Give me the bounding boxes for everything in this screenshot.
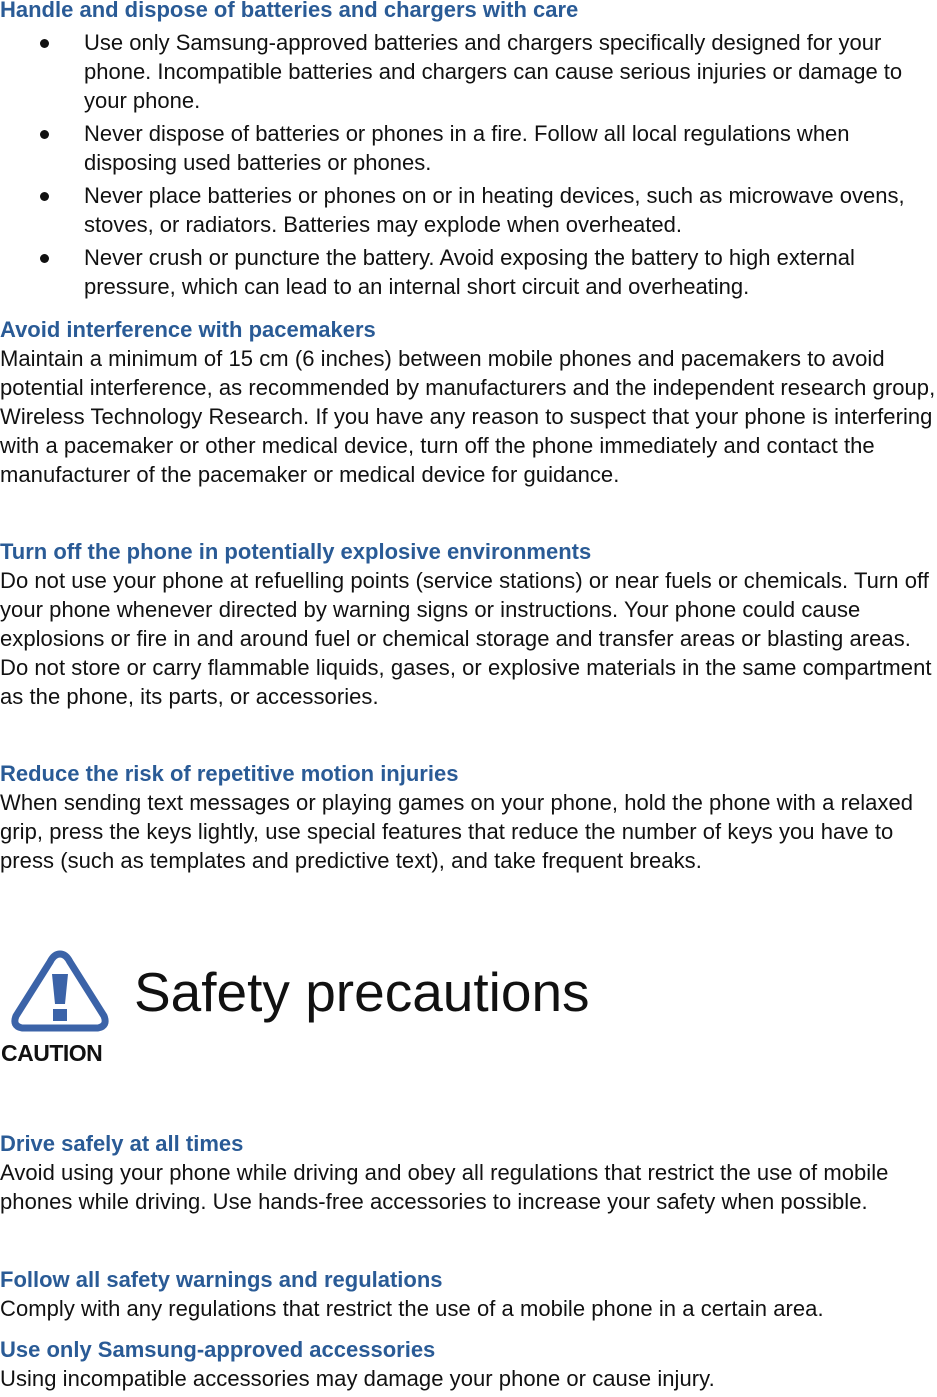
section-body: When sending text messages or playing games on your phone, hold the phone with a relaxed grip, press the keys lightly, use special features that reduce the number of keys you have to press (such as templates and predictive text), and take frequent breaks.	[0, 790, 914, 873]
section-heading: Avoid interference with pacemakers	[0, 317, 376, 342]
caution-header	[0, 946, 937, 1086]
bullet-icon	[40, 254, 49, 263]
section-batteries	[0, 0, 937, 305]
bullet-text: Never place batteries or phones on or in heating devices, such as microwave ovens, stoves, or radiators. Batteries may explode when overheated.	[84, 183, 905, 237]
list-item	[0, 243, 937, 301]
section-repetitive-motion	[0, 760, 937, 875]
bullet-icon	[40, 192, 49, 201]
section-heading: Reduce the risk of repetitive motion injuries	[0, 761, 459, 786]
section-heading: Handle and dispose of batteries and chargers with care	[0, 0, 579, 22]
bullet-text: Never crush or puncture the battery. Avoid exposing the battery to high external pressure, which can lead to an internal short circuit and overheating.	[84, 245, 855, 299]
section-accessories	[0, 1336, 937, 1393]
section-heading: Use only Samsung-approved accessories	[0, 1337, 436, 1362]
bullet-text: Never dispose of batteries or phones in a fire. Follow all local regulations when disposing used batteries or phones.	[84, 121, 850, 175]
bullet-icon	[40, 130, 49, 139]
section-heading: Follow all safety warnings and regulations	[0, 1267, 443, 1292]
warning-triangle-icon	[0, 946, 120, 1041]
list-item	[0, 181, 937, 239]
section-body: Maintain a minimum of 15 cm (6 inches) between mobile phones and pacemakers to avoid potential interference, as recommended by manufacturers and the independent research group, Wireless Technology Research. If you have any reason to suspect that your phone is interfering with a pacemaker or other medical device, turn off the phone immediately and contact the manufacturer of the pacemaker or medical device for guidance.	[0, 346, 936, 487]
caution-warning-icon	[0, 946, 120, 1076]
section-body: Using incompatible accessories may damage your phone or cause injury.	[0, 1366, 715, 1391]
caution-label: CAUTION	[1, 1040, 103, 1066]
list-item	[0, 119, 937, 177]
battery-bullet-list	[0, 28, 937, 301]
bullet-icon	[40, 39, 49, 48]
section-body: Avoid using your phone while driving and obey all regulations that restrict the use of mobile phones while driving. Use hands-free accessories to increase your safety when possible.	[0, 1160, 889, 1214]
section-heading: Drive safely at all times	[0, 1131, 244, 1156]
section-body: Do not use your phone at refuelling points (service stations) or near fuels or chemicals. Turn off your phone whenever directed by warning signs or instructions. Your phone could cause explosions or fire in and around fuel or chemical storage and transfer areas or blasting areas. Do not store or carry flammable liquids, gases, or explosive materials in the same compartment as the phone, its parts, or accessories.	[0, 568, 932, 709]
section-pacemakers	[0, 316, 937, 489]
bullet-text: Use only Samsung-approved batteries and chargers specifically designed for your phone. Incompatible batteries and chargers can cause serious injuries or damage to your phone.	[84, 30, 903, 113]
section-safety-warnings	[0, 1266, 937, 1323]
section-body: Comply with any regulations that restrict the use of a mobile phone in a certain area.	[0, 1296, 824, 1321]
section-heading: Turn off the phone in potentially explosive environments	[0, 539, 592, 564]
section-explosive-environments	[0, 538, 937, 711]
page-title: Safety precautions	[134, 961, 590, 1023]
list-item	[0, 28, 937, 115]
section-drive-safely	[0, 1130, 937, 1216]
